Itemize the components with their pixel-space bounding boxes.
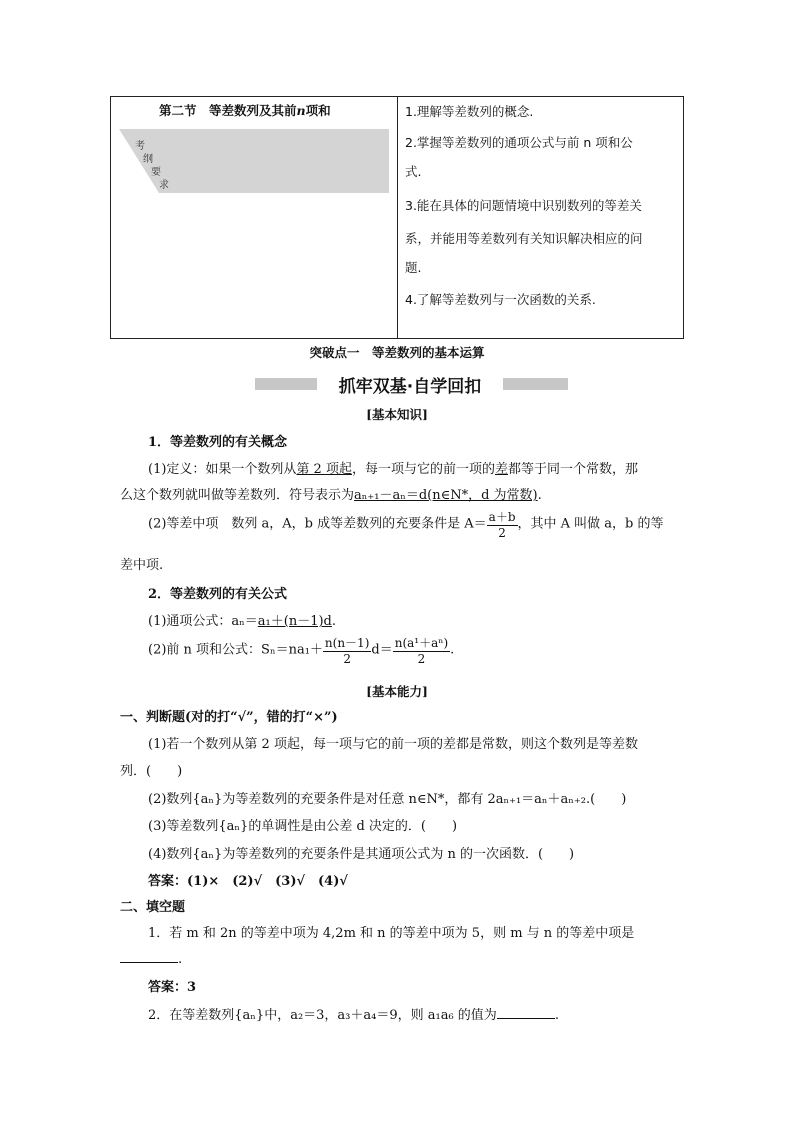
basic-ability-heading: [基本能力]: [366, 684, 428, 699]
k1-middle-term-line2: 差中项.: [120, 558, 164, 573]
sum-fraction-1: $\frac{n(n-1)}{2}$: [324, 636, 370, 666]
judge-answer: 答案：(1)× (2)√ (3)√ (4)√: [148, 874, 348, 889]
goal-1: 1.理解等差数列的概念.: [405, 104, 534, 119]
k1-definition-line2: 么这个数列就叫做等差数列．符号表示为aₙ₊₁－aₙ＝d(n∈N*，d 为常数).: [120, 488, 542, 503]
k1-middle-term: (2)等差中项 数列 a，A，b 成等差数列的充要条件是 A＝ $\frac{a+b}{2}$ ，其中 A 叫做 a，b 的等: [148, 510, 664, 540]
fill-1-answer: 答案：3: [148, 980, 197, 995]
breakthrough-title: 突破点一 等差数列的基本运算: [309, 345, 485, 360]
k2-heading: 2．等差数列的有关公式: [148, 587, 288, 602]
fill-heading: 二、填空题: [120, 900, 186, 915]
section-banner: [255, 374, 568, 397]
req-char-3: 要: [151, 167, 161, 178]
k2-general-term: (1)通项公式：aₙ＝a₁＋(n－1)d.: [148, 614, 337, 629]
mid-term-fraction: $\frac{a+b}{2}$: [488, 510, 516, 540]
req-char-4: 求: [159, 180, 169, 191]
goal-2-cont: 式.: [405, 164, 422, 179]
goal-4: 4.了解等差数列与一次函数的关系.: [405, 292, 596, 307]
req-char-1: 考: [135, 141, 145, 152]
fill-1-line1: 1．若 m 和 2n 的等差中项为 4,2m 和 n 的等差中项为 5，则 m 与 n 的等差中项是: [148, 926, 635, 941]
goal-2: 2.掌握等差数列的通项公式与前 n 项和公: [405, 135, 633, 150]
judge-2: (2)数列{aₙ}为等差数列的充要条件是对任意 n∈N*，都有 2aₙ₊₁＝aₙ＋aₙ₊₂.( ): [148, 792, 627, 807]
goal-3: 3.能在具体的问题情境中识别数列的等差关: [405, 198, 642, 213]
k2-sum-formula: (2)前 n 项和公式：Sₙ＝na₁＋ $\frac{n(n-1)}{2}$ d＝ $\frac{\text{n(a¹＋aⁿ)}}{2}$ .: [148, 636, 455, 666]
fill-1-blank[interactable]: [120, 950, 178, 963]
judge-heading: 一、判断题(对的打“√”，错的打“×”): [120, 710, 338, 725]
judge-1-line1: (1)若一个数列从第 2 项起，每一项与它的前一项的差都是常数，则这个数列是等差数: [148, 737, 638, 752]
basic-knowledge-heading: [基本知识]: [366, 407, 428, 422]
banner-bar-left: [255, 378, 317, 390]
section-title: 第二节 等差数列及其前n项和: [159, 103, 331, 118]
k1-definition-line1: (1)定义：如果一个数列从第 2 项起，每一项与它的前一项的差都等于同一个常数，那: [148, 462, 639, 477]
goal-3-cont: 系，并能用等差数列有关知识解决相应的问: [405, 231, 643, 246]
sum-fraction-2: $\frac{\text{n(a¹＋aⁿ)}}{2}$: [394, 636, 449, 666]
goal-3-end: 题.: [405, 260, 422, 275]
fill-2: 2．在等差数列{aₙ}中，a₂＝3，a₃＋a₄＝9，则 a₁a₆ 的值为 .: [148, 1008, 559, 1023]
banner-text: 抓牢双基·自学回扣: [338, 377, 482, 397]
judge-3: (3)等差数列{aₙ}的单调性是由公差 d 决定的．( ): [148, 819, 458, 834]
req-char-2: 纲: [143, 154, 153, 165]
objectives-table: [110, 96, 684, 339]
judge-1-line2: 列．( ): [120, 764, 183, 779]
fill-2-blank[interactable]: [497, 1006, 555, 1019]
fill-1-line2: .: [120, 950, 182, 967]
k1-heading: 1．等差数列的有关概念: [148, 435, 288, 450]
banner-bar-right: [503, 378, 568, 390]
table-divider: [397, 97, 398, 338]
judge-4: (4)数列{aₙ}为等差数列的充要条件是其通项公式为 n 的一次函数．( ): [148, 847, 575, 862]
